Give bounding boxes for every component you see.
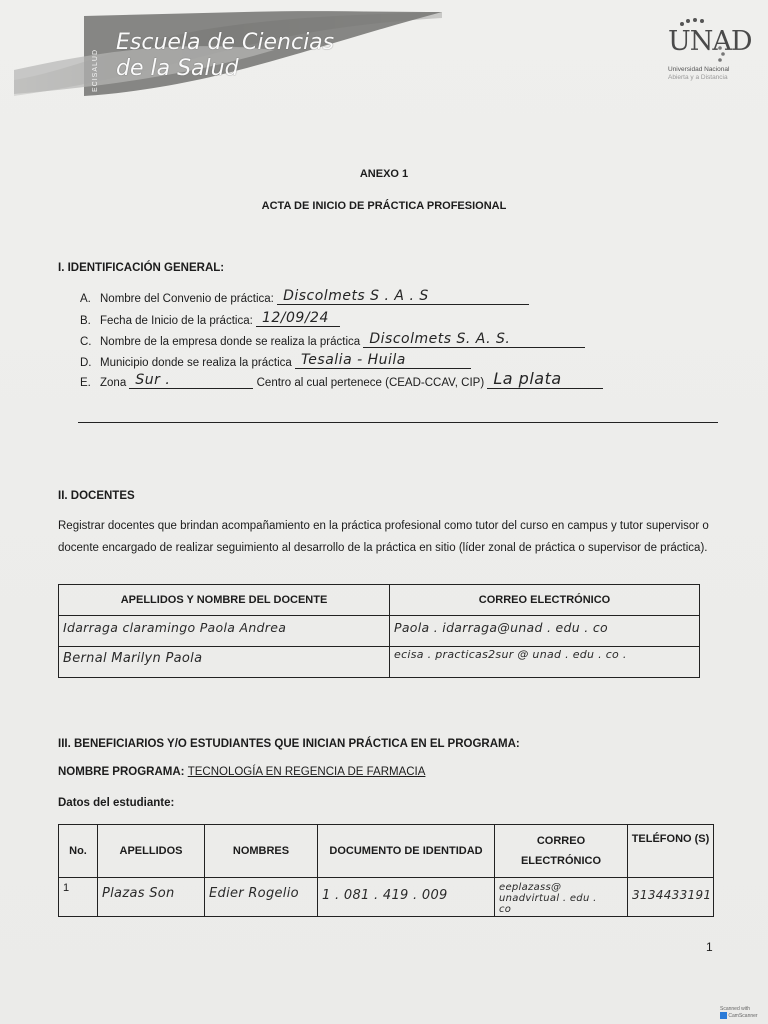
field-municipio-value [295, 354, 471, 369]
col-header-documento: DOCUMENTO DE IDENTIDAD [318, 825, 495, 878]
handwritten-value: Idarraga claramingo Paola Andrea [63, 620, 287, 635]
handwritten-value: Sur . [135, 372, 171, 388]
section2-title: II. DOCENTES [58, 490, 135, 502]
col-header-nombres: NOMBRES [205, 825, 318, 878]
field-label: Nombre del Convenio de práctica: [100, 293, 274, 305]
field-fecha-value [256, 312, 340, 327]
program-line [58, 766, 425, 778]
col-header-no: No. [59, 825, 98, 878]
handwritten-value: Bernal Marilyn Paola [63, 651, 203, 666]
handwritten-value: ecisa . practicas2sur @ unad . edu . co . [394, 648, 627, 661]
student-data-title: Datos del estudiante: [58, 797, 175, 809]
table-row [59, 647, 700, 678]
field-fecha [80, 312, 340, 327]
field-letter: D. [80, 357, 92, 369]
school-name [116, 30, 334, 82]
field-letter: E. [80, 377, 91, 389]
handwritten-value: Edier Rogelio [209, 886, 299, 901]
handwritten-value: Discolmets S. A. S. [369, 331, 511, 347]
school-name-line2: de la Salud [116, 56, 239, 81]
field-empresa-value [363, 333, 585, 348]
field-label: Centro al cual pertenece (CEAD-CCAV, CIP) [256, 377, 485, 389]
handwritten-value: Paola . idarraga@unad . edu . co [394, 620, 608, 635]
school-banner [14, 10, 444, 98]
section2-paragraph: Registrar docentes que brindan acompañamiento en la práctica profesional como tutor del curso en campus y tutor supervisor o docente encargado de realizar seguimiento al desarrollo de la práctica en sitio (líder zonal de práctica o supervisor de práctica). [58, 520, 709, 554]
col-header-correo: CORREO ELECTRÓNICO [495, 825, 628, 878]
document-title: ACTA DE INICIO DE PRÁCTICA PROFESIONAL [261, 200, 507, 212]
col-header-correo: CORREO ELECTRÓNICO [390, 585, 700, 616]
handwritten-value: Plazas Son [102, 886, 175, 901]
field-letter: C. [80, 336, 92, 348]
row-number: 1 [63, 882, 70, 894]
field-letter: B. [80, 315, 91, 327]
table-cell [59, 647, 390, 678]
field-label: Nombre de la empresa donde se realiza la práctica [100, 336, 361, 348]
col-header-docente: APELLIDOS Y NOMBRE DEL DOCENTE [59, 585, 390, 616]
logo-subtitle-line2: Abierta y a Distancia [668, 74, 728, 81]
col-header-apellidos: APELLIDOS [98, 825, 205, 878]
logo-wordmark: UNAD [668, 26, 752, 57]
field-zona-value [129, 374, 253, 389]
page-number: 1 [706, 940, 713, 954]
handwritten-value: La plata [493, 369, 562, 388]
docentes-table [58, 584, 700, 678]
banner-vertical-text: ECISALUD [92, 48, 99, 92]
field-centro-value [487, 369, 603, 389]
field-convenio [80, 290, 529, 305]
field-label: Fecha de Inicio de la práctica: [100, 315, 253, 327]
table-cell [390, 647, 700, 678]
table-cell [390, 616, 700, 647]
table-header-row [59, 585, 700, 616]
scanner-line1: Scanned with [720, 1006, 751, 1012]
table-cell [59, 616, 390, 647]
annex-label: ANEXO 1 [359, 168, 409, 180]
logo-subtitle [668, 66, 729, 82]
scanner-watermark [720, 1006, 758, 1019]
table-cell [628, 878, 714, 917]
field-label: Zona [100, 377, 127, 389]
field-empresa [80, 333, 585, 348]
field-convenio-value [277, 290, 529, 305]
unad-logo [662, 18, 752, 88]
camscanner-icon [720, 1012, 727, 1019]
section1-title: I. IDENTIFICACIÓN GENERAL: [58, 262, 225, 274]
school-name-line1: Escuela de Ciencias [116, 30, 335, 55]
field-label: Municipio donde se realiza la práctica [100, 357, 292, 369]
program-value: TECNOLOGÍA EN REGENCIA DE FARMACIA [187, 766, 426, 778]
table-header-row [59, 825, 714, 878]
field-zona [80, 369, 603, 389]
scanner-line2: CamScanner [728, 1012, 758, 1019]
section3-title: III. BENEFICIARIOS Y/O ESTUDIANTES QUE INICIAN PRÁCTICA EN EL PROGRAMA: [58, 738, 520, 750]
handwritten-value: 1 . 081 . 419 . 009 [322, 888, 448, 903]
col-header-telefono: TELÉFONO (S) [628, 825, 714, 878]
table-row [59, 878, 714, 917]
table-cell [205, 878, 318, 917]
program-label: NOMBRE PROGRAMA: [58, 766, 185, 778]
table-cell [495, 878, 628, 917]
handwritten-value: 3134433191 [632, 888, 712, 902]
handwritten-value: 12/09/24 [261, 310, 329, 326]
students-table [58, 824, 714, 917]
field-municipio [80, 354, 471, 369]
table-row [59, 616, 700, 647]
logo-subtitle-line1: Universidad Nacional [668, 66, 730, 73]
handwritten-value: Tesalia - Huila [300, 352, 406, 368]
table-cell [98, 878, 205, 917]
table-cell [318, 878, 495, 917]
table-cell [59, 878, 98, 917]
handwritten-value: eeplazass@ unadvirtual . edu . co [499, 882, 597, 915]
section-divider [78, 422, 718, 423]
field-letter: A. [80, 293, 91, 305]
handwritten-value: Discolmets S . A . S [283, 288, 429, 304]
